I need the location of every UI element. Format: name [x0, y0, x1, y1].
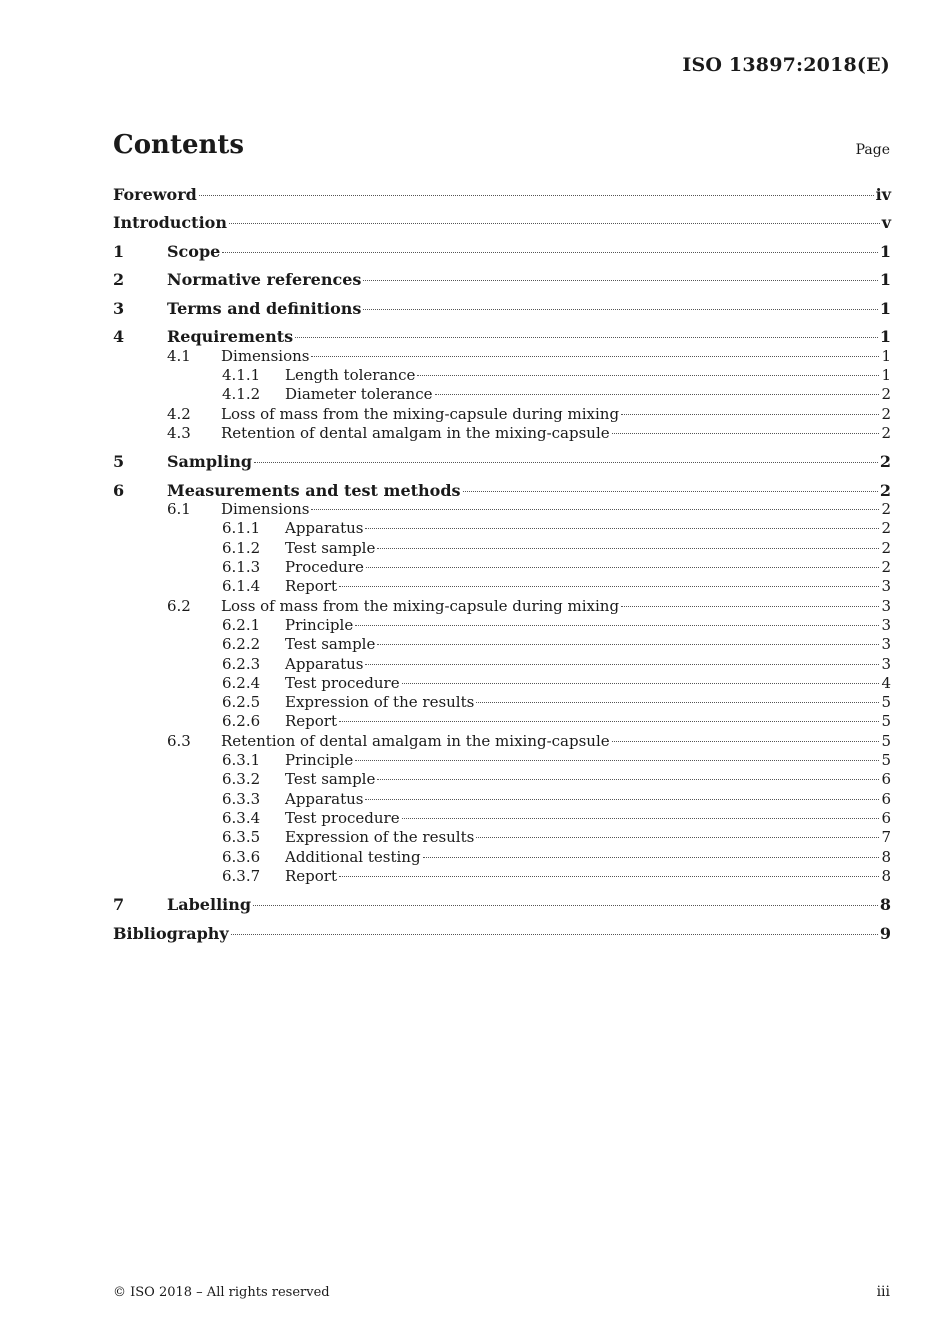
toc-entry-number: 6.2.3: [222, 654, 261, 673]
toc-dot-leader: [365, 663, 879, 665]
toc-entry[interactable]: [113, 500, 891, 519]
toc-entry-page: 1: [879, 270, 891, 290]
toc-entry-title: Dimensions: [221, 346, 310, 365]
toc-entry-title: Retention of dental amalgam in the mixing-capsule: [221, 731, 610, 750]
toc-entry-page: 8: [879, 895, 891, 915]
toc-entry-number: 6.1.3: [222, 558, 261, 577]
toc-entry-page: 2: [879, 452, 891, 472]
toc-dot-leader: [621, 605, 879, 607]
toc-dot-leader: [363, 308, 877, 310]
toc-entry-page: 6: [881, 770, 891, 789]
toc-entry-title: Apparatus: [285, 789, 364, 808]
toc-dot-leader: [295, 336, 878, 338]
toc-entry-title: Introduction: [113, 213, 227, 233]
toc-entry-page: 2: [881, 385, 891, 404]
toc-entry[interactable]: [113, 597, 891, 616]
toc-entry-page: 3: [881, 596, 891, 615]
toc-entry-title: Requirements: [167, 327, 294, 347]
toc-entry[interactable]: [113, 828, 891, 847]
toc-entry-title: Additional testing: [285, 847, 421, 866]
toc-entry-number: 6.2.4: [222, 673, 261, 692]
toc-entry-title: Labelling: [167, 895, 252, 915]
toc-entry-title: Sampling: [167, 452, 253, 472]
toc-entry-title: Expression of the results: [285, 828, 475, 847]
toc-dot-leader: [377, 547, 879, 549]
toc-entry-title: Scope: [167, 241, 221, 261]
toc-dot-leader: [254, 461, 878, 463]
toc-dot-leader: [417, 374, 879, 376]
toc-entry[interactable]: [113, 424, 891, 443]
toc-entry-page: 6: [881, 789, 891, 808]
toc-entry[interactable]: [113, 770, 891, 789]
toc-entry[interactable]: [113, 185, 891, 204]
toc-entry[interactable]: [113, 405, 891, 424]
toc-entry[interactable]: [113, 481, 891, 500]
toc-entry-page: 2: [879, 480, 891, 500]
toc-entry[interactable]: [113, 809, 891, 828]
toc-entry-title: Terms and definitions: [167, 298, 362, 318]
toc-entry[interactable]: [113, 895, 891, 914]
toc-entry-title: Test sample: [285, 770, 376, 789]
toc-entry[interactable]: [113, 693, 891, 712]
toc-dot-leader: [339, 720, 879, 722]
toc-dot-leader: [339, 585, 879, 587]
toc-entry-title: Report: [285, 866, 338, 885]
toc-entry[interactable]: [113, 519, 891, 538]
toc-entry-number: 6.3.7: [222, 866, 261, 885]
toc-entry-page: 6: [881, 808, 891, 827]
toc-entry-number: 6.3.5: [222, 828, 261, 847]
toc-dot-leader: [612, 740, 880, 742]
toc-dot-leader: [476, 701, 879, 703]
toc-entry[interactable]: [113, 635, 891, 654]
toc-entry[interactable]: [113, 732, 891, 751]
toc-entry-page: 3: [881, 654, 891, 673]
toc-dot-leader: [311, 508, 879, 510]
toc-dot-leader: [621, 413, 879, 415]
toc-entry[interactable]: [113, 655, 891, 674]
toc-entry-page: 3: [881, 615, 891, 634]
toc-entry-number: 4.1.1: [222, 366, 261, 385]
toc-dot-leader: [612, 432, 880, 434]
toc-entry-title: Loss of mass from the mixing-capsule during mixing: [221, 404, 620, 423]
toc-entry-title: Expression of the results: [285, 693, 475, 712]
toc-entry-number: 6.3.2: [222, 770, 261, 789]
toc-entry[interactable]: [113, 616, 891, 635]
toc-entry[interactable]: [113, 790, 891, 809]
toc-entry-title: Principle: [285, 751, 354, 770]
toc-entry-page: 9: [879, 923, 891, 943]
toc-dot-leader: [365, 527, 879, 529]
toc-entry-number: 7: [113, 895, 125, 915]
toc-entry[interactable]: [113, 385, 891, 404]
toc-entry-title: Test sample: [285, 635, 376, 654]
toc-dot-leader: [377, 643, 879, 645]
toc-entry[interactable]: [113, 674, 891, 693]
toc-entry-page: 1: [879, 241, 891, 261]
toc-entry-title: Procedure: [285, 558, 364, 577]
toc-dot-leader: [377, 778, 879, 780]
toc-entry-number: 6.2.2: [222, 635, 261, 654]
toc-entry-number: 4.2: [167, 404, 191, 423]
toc-entry-number: 4.3: [167, 423, 191, 442]
toc-entry[interactable]: [113, 270, 891, 289]
table-of-contents: [113, 185, 891, 943]
toc-entry-title: Loss of mass from the mixing-capsule during mixing: [221, 596, 620, 615]
toc-dot-leader: [476, 836, 879, 838]
toc-entry-page: 2: [881, 519, 891, 538]
toc-entry-number: 4.1.2: [222, 385, 261, 404]
toc-dot-leader: [435, 393, 880, 395]
page-column-label: Page: [855, 142, 890, 158]
toc-dot-leader: [229, 222, 880, 224]
toc-entry-title: Test procedure: [285, 673, 400, 692]
toc-entry-number: 6: [113, 480, 125, 500]
toc-entry-page: 2: [881, 538, 891, 557]
toc-entry-number: 6.1.4: [222, 577, 261, 596]
toc-entry-number: 6.1.1: [222, 519, 261, 538]
toc-entry[interactable]: [113, 924, 891, 943]
toc-entry-number: 6.3.3: [222, 789, 261, 808]
toc-entry-number: 3: [113, 298, 125, 318]
toc-dot-leader: [253, 904, 878, 906]
toc-entry-page: iv: [875, 185, 891, 204]
toc-dot-leader: [402, 817, 880, 819]
toc-entry-number: 6.1.2: [222, 538, 261, 557]
toc-entry-page: 8: [881, 866, 891, 885]
copyright-notice: © ISO 2018 – All rights reserved: [113, 1285, 330, 1300]
toc-entry-title: Apparatus: [285, 654, 364, 673]
toc-entry[interactable]: [113, 577, 891, 596]
page-number: iii: [876, 1284, 890, 1300]
toc-entry-page: 2: [881, 558, 891, 577]
toc-entry[interactable]: [113, 712, 891, 731]
toc-entry-title: Length tolerance: [285, 366, 416, 385]
toc-entry-number: 5: [113, 452, 125, 472]
toc-entry-page: 2: [881, 500, 891, 519]
toc-entry-title: Apparatus: [285, 519, 364, 538]
toc-entry-title: Dimensions: [221, 500, 310, 519]
toc-entry-title: Normative references: [167, 270, 362, 290]
toc-entry-number: 6.3.4: [222, 808, 261, 827]
toc-entry-number: 1: [113, 241, 125, 261]
toc-entry-number: 4.1: [167, 346, 191, 365]
toc-entry[interactable]: [113, 452, 891, 471]
toc-dot-leader: [402, 682, 880, 684]
toc-entry[interactable]: [113, 366, 891, 385]
toc-dot-leader: [355, 624, 879, 626]
toc-entry-page: 1: [881, 366, 891, 385]
toc-entry-title: Test procedure: [285, 808, 400, 827]
toc-entry-page: 4: [881, 673, 891, 692]
toc-dot-leader: [355, 759, 879, 761]
toc-entry[interactable]: [113, 848, 891, 867]
toc-dot-leader: [231, 933, 878, 935]
toc-entry-title: Test sample: [285, 538, 376, 557]
toc-dot-leader: [199, 194, 874, 196]
toc-dot-leader: [339, 875, 879, 877]
toc-entry-title: Principle: [285, 615, 354, 634]
toc-entry[interactable]: [113, 327, 891, 346]
toc-entry-page: 1: [879, 298, 891, 318]
toc-dot-leader: [463, 490, 878, 492]
toc-entry-page: 5: [881, 751, 891, 770]
toc-entry-number: 4: [113, 327, 125, 347]
toc-entry-page: 2: [881, 423, 891, 442]
toc-entry-number: 2: [113, 270, 125, 290]
page-title: Contents: [113, 130, 245, 160]
toc-entry[interactable]: [113, 347, 891, 366]
toc-entry-title: Foreword: [113, 185, 197, 204]
toc-entry-number: 6.2.1: [222, 615, 261, 634]
toc-dot-leader: [311, 355, 879, 357]
toc-dot-leader: [366, 566, 880, 568]
toc-entry[interactable]: [113, 299, 891, 318]
toc-entry-title: Report: [285, 577, 338, 596]
toc-entry-page: 2: [881, 404, 891, 423]
toc-entry-title: Bibliography: [113, 923, 229, 943]
toc-entry-page: 1: [879, 327, 891, 347]
toc-dot-leader: [423, 856, 880, 858]
toc-entry-number: 6.3: [167, 731, 191, 750]
toc-entry-page: 5: [881, 712, 891, 731]
toc-entry-page: 5: [881, 693, 891, 712]
toc-dot-leader: [365, 798, 879, 800]
toc-entry-page: 5: [881, 731, 891, 750]
toc-entry-page: 3: [881, 577, 891, 596]
toc-entry[interactable]: [113, 751, 891, 770]
toc-entry-number: 6.3.6: [222, 847, 261, 866]
toc-entry-page: 1: [881, 346, 891, 365]
toc-entry[interactable]: [113, 242, 891, 261]
toc-entry[interactable]: [113, 558, 891, 577]
toc-entry-title: Measurements and test methods: [167, 480, 461, 500]
toc-entry-title: Diameter tolerance: [285, 385, 433, 404]
toc-entry-page: 8: [881, 847, 891, 866]
toc-entry-number: 6.2.5: [222, 693, 261, 712]
toc-entry-number: 6.2: [167, 596, 191, 615]
toc-entry-page: v: [881, 213, 891, 233]
toc-entry[interactable]: [113, 867, 891, 886]
toc-entry-page: 3: [881, 635, 891, 654]
toc-entry[interactable]: [113, 213, 891, 232]
toc-entry[interactable]: [113, 539, 891, 558]
toc-entry-page: 7: [881, 828, 891, 847]
toc-entry-number: 6.1: [167, 500, 191, 519]
toc-entry-title: Retention of dental amalgam in the mixing-capsule: [221, 423, 610, 442]
document-id: ISO 13897:2018(E): [682, 54, 890, 76]
toc-dot-leader: [363, 279, 877, 281]
toc-entry-title: Report: [285, 712, 338, 731]
toc-dot-leader: [222, 251, 878, 253]
toc-entry-number: 6.2.6: [222, 712, 261, 731]
toc-entry-number: 6.3.1: [222, 751, 261, 770]
